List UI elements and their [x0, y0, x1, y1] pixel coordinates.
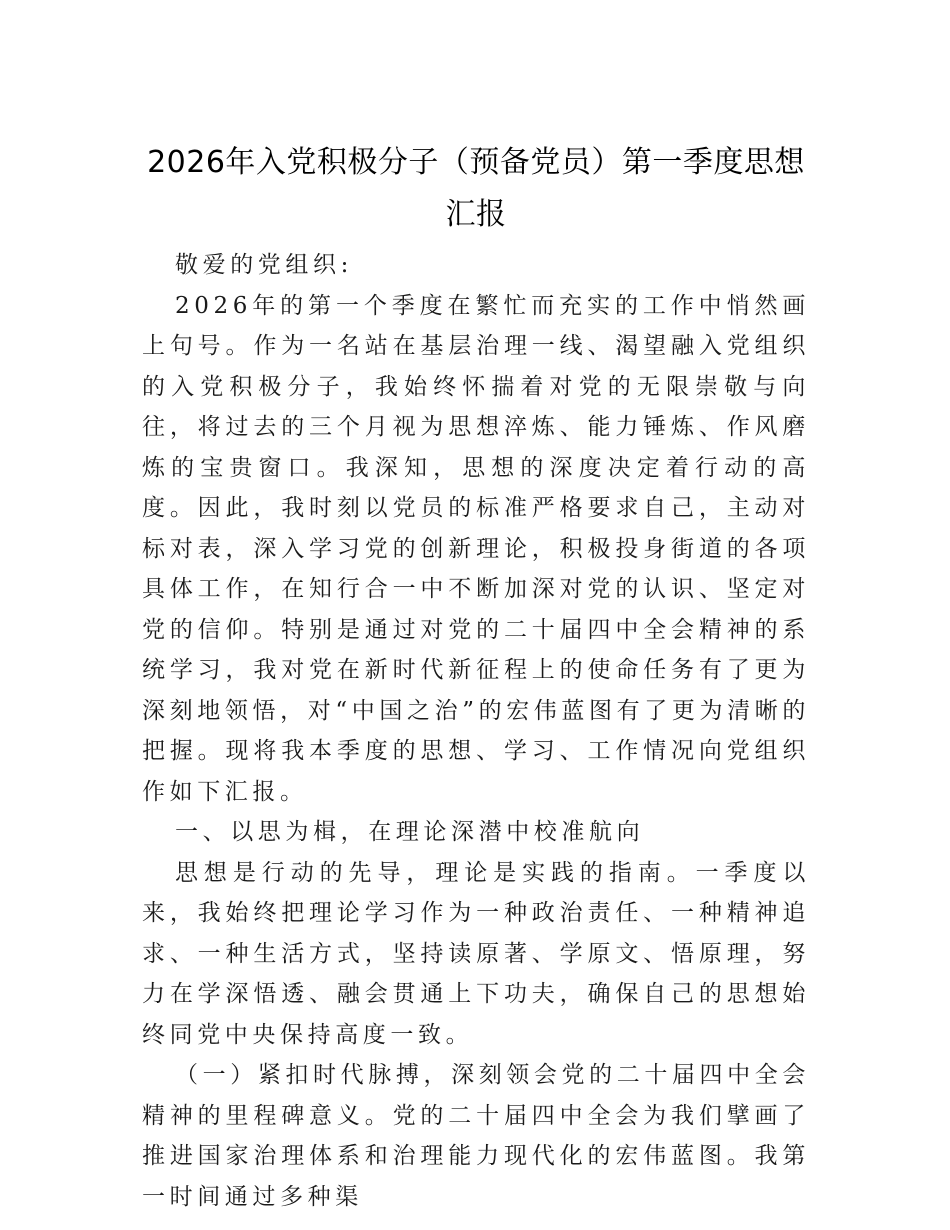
section-heading-1: 一、以思为楫，在理论深潜中校准航向 [175, 819, 645, 845]
document-title: 2026年入党积极分子（预备党员）第一季度思想汇报 [147, 145, 805, 232]
subsection-heading-1-1: （一）紧扣时代脉搏，深刻领会党的二十届四中全会精神的里程碑意义。党的二十届四中全会为我们擘画了推进国家治理体系和治理能力现代化的宏伟蓝图。我第一时间通过多种渠 [142, 1062, 810, 1210]
paragraph-section-1: 思想是行动的先导，理论是实践的指南。一季度以来，我始终把理论学习作为一种政治责任、一种精神追求、一种生活方式，坚持读原著、学原文、悟原理，努力在学深悟透、融会贯通上下功夫，确保自己的思想始终同党中央保持高度一致。 [142, 859, 810, 1048]
document-page [142, 137, 810, 1217]
salutation: 敬爱的党组织: [175, 252, 353, 278]
paragraph-intro: 2026年的第一个季度在繁忙而充实的工作中悄然画上句号。作为一名站在基层治理一线、渴望融入党组织的入党积极分子，我始终怀揣着对党的无限崇敬与向往，将过去的三个月视为思想淬炼、能力锤炼、作风磨炼的宝贵窗口。我深知，思想的深度决定着行动的高度。因此，我时刻以党员的标准严格要求自己，主动对标对表，深入学习党的创新理论，积极投身街道的各项具体工作，在知行合一中不断加深对党的认识、坚定对党的信仰。特别是通过对党的二十届四中全会精神的系统学习，我对党在新时代新征程上的使命任务有了更为深刻地领悟，对“中国之治”的宏伟蓝图有了更为清晰的把握。现将我本季度的思想、学习、工作情况向党组织作如下汇报。 [142, 292, 810, 805]
